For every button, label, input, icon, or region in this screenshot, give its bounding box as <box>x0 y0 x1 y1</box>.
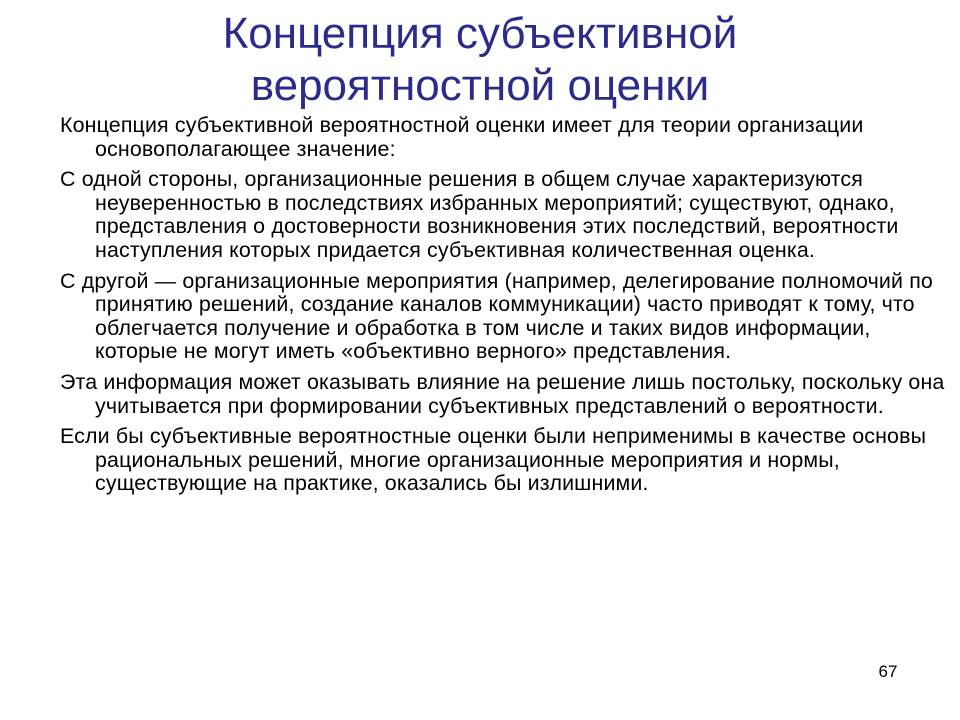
page-number: 67 <box>878 662 898 681</box>
paragraph-one-side: С одной стороны, организационные решения в общем случае характеризуются неуверенностью в последствиях избранных мероприятий; существуют, однако, представления о достоверности возникновения этих последствий, вероятности наступления которых придается субъективная количественная оценка. <box>60 167 899 262</box>
paragraph-information-influence: Эта информация может оказывать влияние на решение лишь постольку, поскольку она учитывается при формировании субъективных представлений о вероятности. <box>60 369 945 418</box>
paragraph-other-side: С другой — организационные мероприятия (например, делегирование полномочий по принятию решений, создание каналов коммуникации) часто приводят к тому, что облегчается получение и обработка в том числе и таких видов информации, которые не могут иметь «объективно верного» представления. <box>60 268 933 364</box>
paragraph-conclusion: Если бы субъективные вероятностные оценки были неприменимы в качестве основы рациональных решений, многие организационные мероприятия и нормы, существующие на практике, оказались бы излишними. <box>60 424 927 496</box>
slide-body <box>60 114 946 503</box>
paragraph-concept-intro: Концепция субъективной вероятностной оценки имеет для теории организации основополагающее значение: <box>60 113 864 161</box>
slide-title: Концепция субъективной вероятностной оценки <box>222 9 738 110</box>
